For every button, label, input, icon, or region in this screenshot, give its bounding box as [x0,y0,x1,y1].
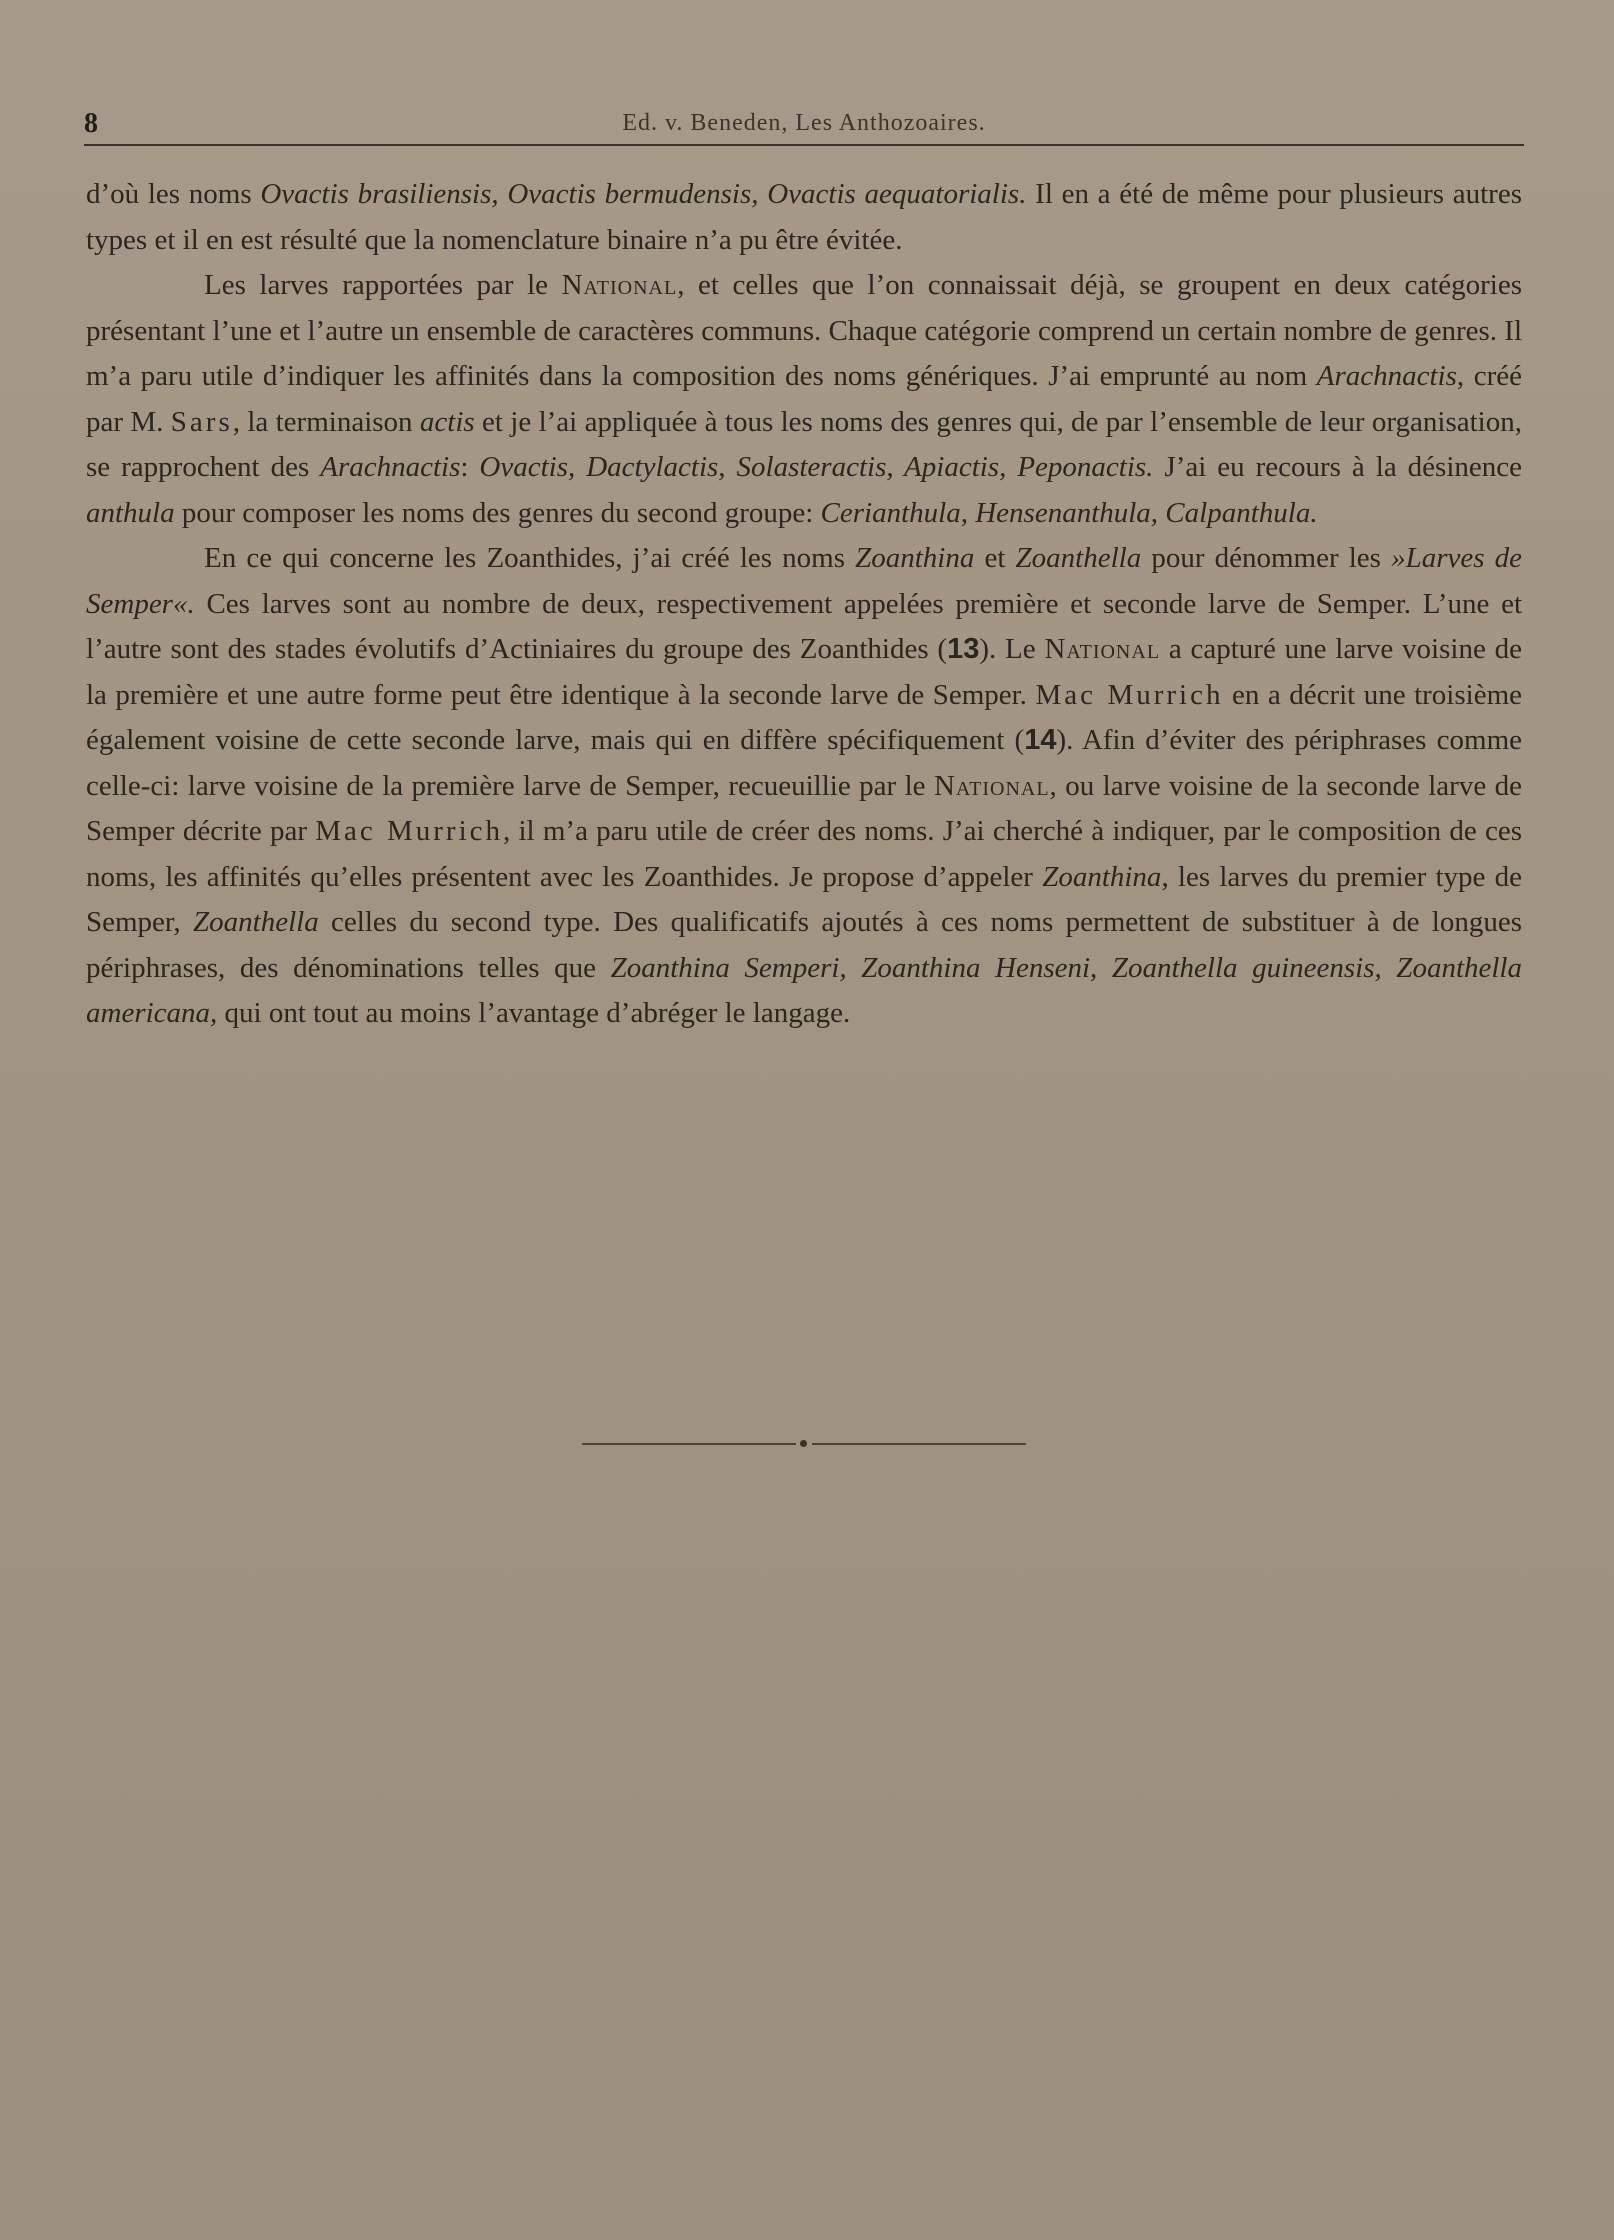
text-run: et je l’ai appliquée à tous les noms des genres qui, de par l’ensemble de leur organisation, se rapprochent des [86,405,1522,483]
section-end-ornament [582,1440,1026,1448]
quoted-term: »Larves de Semper«. [86,542,1523,620]
ornament-rule-right [812,1443,1026,1445]
genus-name: Arachnactis [320,451,461,483]
genus-name: Arachnactis [1316,360,1457,392]
text-run: qui ont tout au moins l’avantage d’abréger le langage. [217,997,851,1029]
paragraph-1 [86,172,1522,263]
text-run: , créé par M. [86,360,1522,438]
genus-name: Zoanthina [855,542,975,574]
text-run: pour composer les noms des genres du second groupe: [174,496,821,529]
ship-name: National [561,269,678,301]
text-run: pour dénommer les [1141,542,1392,574]
text-run: J’ai eu recours à la désinence [1153,451,1522,483]
genus-list: Cerianthula, Hensenanthula, Calpanthula. [820,496,1318,529]
text-run: Il en a été de même pour plusieurs autres types et il en est résulté que la nomenclature binaire n’a pu être évitée. [86,178,1522,256]
text-run: celles du second type. Des qualificatifs ajoutés à ces noms permettent de substituer à de longues périphrases, des dénominations telles que [86,906,1522,984]
text-run: , les larves du premier type de Semper, [86,860,1522,938]
running-title: Ed. v. Beneden, Les Anthozoaires. [622,110,986,136]
text-run: , et celles que l’on connaissait déjà, se groupent en deux catégories présentant l’une et l’autre un ensemble de caractères communs. Chaque catégorie comprend un certain nombre de genres. Il m’a paru utile d’indiquer les affinités dans la composition des noms génériques. J’ai emprunté au nom [86,269,1522,392]
ship-name: National [1044,633,1161,665]
text-run: Ces larves sont au nombre de deux, respectivement appelées première et seconde larve de Semper. L’une et l’autre sont des stades évolutifs d’Actiniaires du groupe des Zoanthides ( [86,587,1522,665]
genus-name: Zoanthella [1015,542,1142,574]
genus-name: Zoanthella [193,906,319,938]
species-names: Zoanthina Semperi, Zoanthina Henseni, Zoanthella guineensis, Zoanthella americana, [86,951,1522,1029]
ornament-dot [800,1440,807,1447]
ship-name: National [933,769,1050,802]
paragraph-3 [86,536,1522,1037]
paragraph-2 [86,263,1522,536]
genus-list: Ovactis, Dactylactis, Solasteractis, Apiactis, Peponactis. [479,451,1154,483]
text-run: Les larves rapportées par le [204,269,562,301]
text-run: , la terminaison [232,405,420,438]
page-number: 8 [84,108,98,139]
text-run: : [460,451,480,483]
text-run: et [974,542,1016,574]
reference-number: 13 [947,633,980,665]
text-run: En ce qui concerne les Zoanthides, j’ai créé les noms [204,542,856,574]
text-run: , il m’a paru utile de créer des noms. J’ai cherché à indiquer, par le composition de ces noms, les affinités qu’elles présentent avec les Zoanthides. Je propose d’appeler [86,815,1522,893]
author-name: Mac Murrich [1035,678,1224,711]
suffix-term: anthula [86,496,175,529]
text-run: , ou larve voisine de la seconde larve de Semper décrite par [86,769,1522,847]
body-text [86,172,1522,1037]
suffix-term: actis [419,405,475,438]
running-header [84,108,1524,146]
author-name: Sars [170,405,233,438]
reference-number: 14 [1024,724,1057,756]
text-run: en a décrit une troisième également voisine de cette seconde larve, mais qui en diffère spécifiquement ( [86,678,1523,756]
author-name: Mac Murrich [315,815,504,847]
text-run: a capturé une larve voisine de la première et une autre forme peut être identique à la seconde larve de Semper. [86,633,1522,711]
genus-name: Zoanthina [1042,860,1162,893]
text-run: ). Le [979,633,1045,665]
text-run: ). Afin d’éviter des périphrases comme celle-ci: larve voisine de la première larve de Semper, recueuillie par le [86,724,1522,802]
species-names: Ovactis brasiliensis, Ovactis bermudensis, Ovactis aequatorialis. [260,178,1027,210]
text-run: d’où les noms [86,178,261,210]
ornament-rule-left [582,1443,796,1445]
